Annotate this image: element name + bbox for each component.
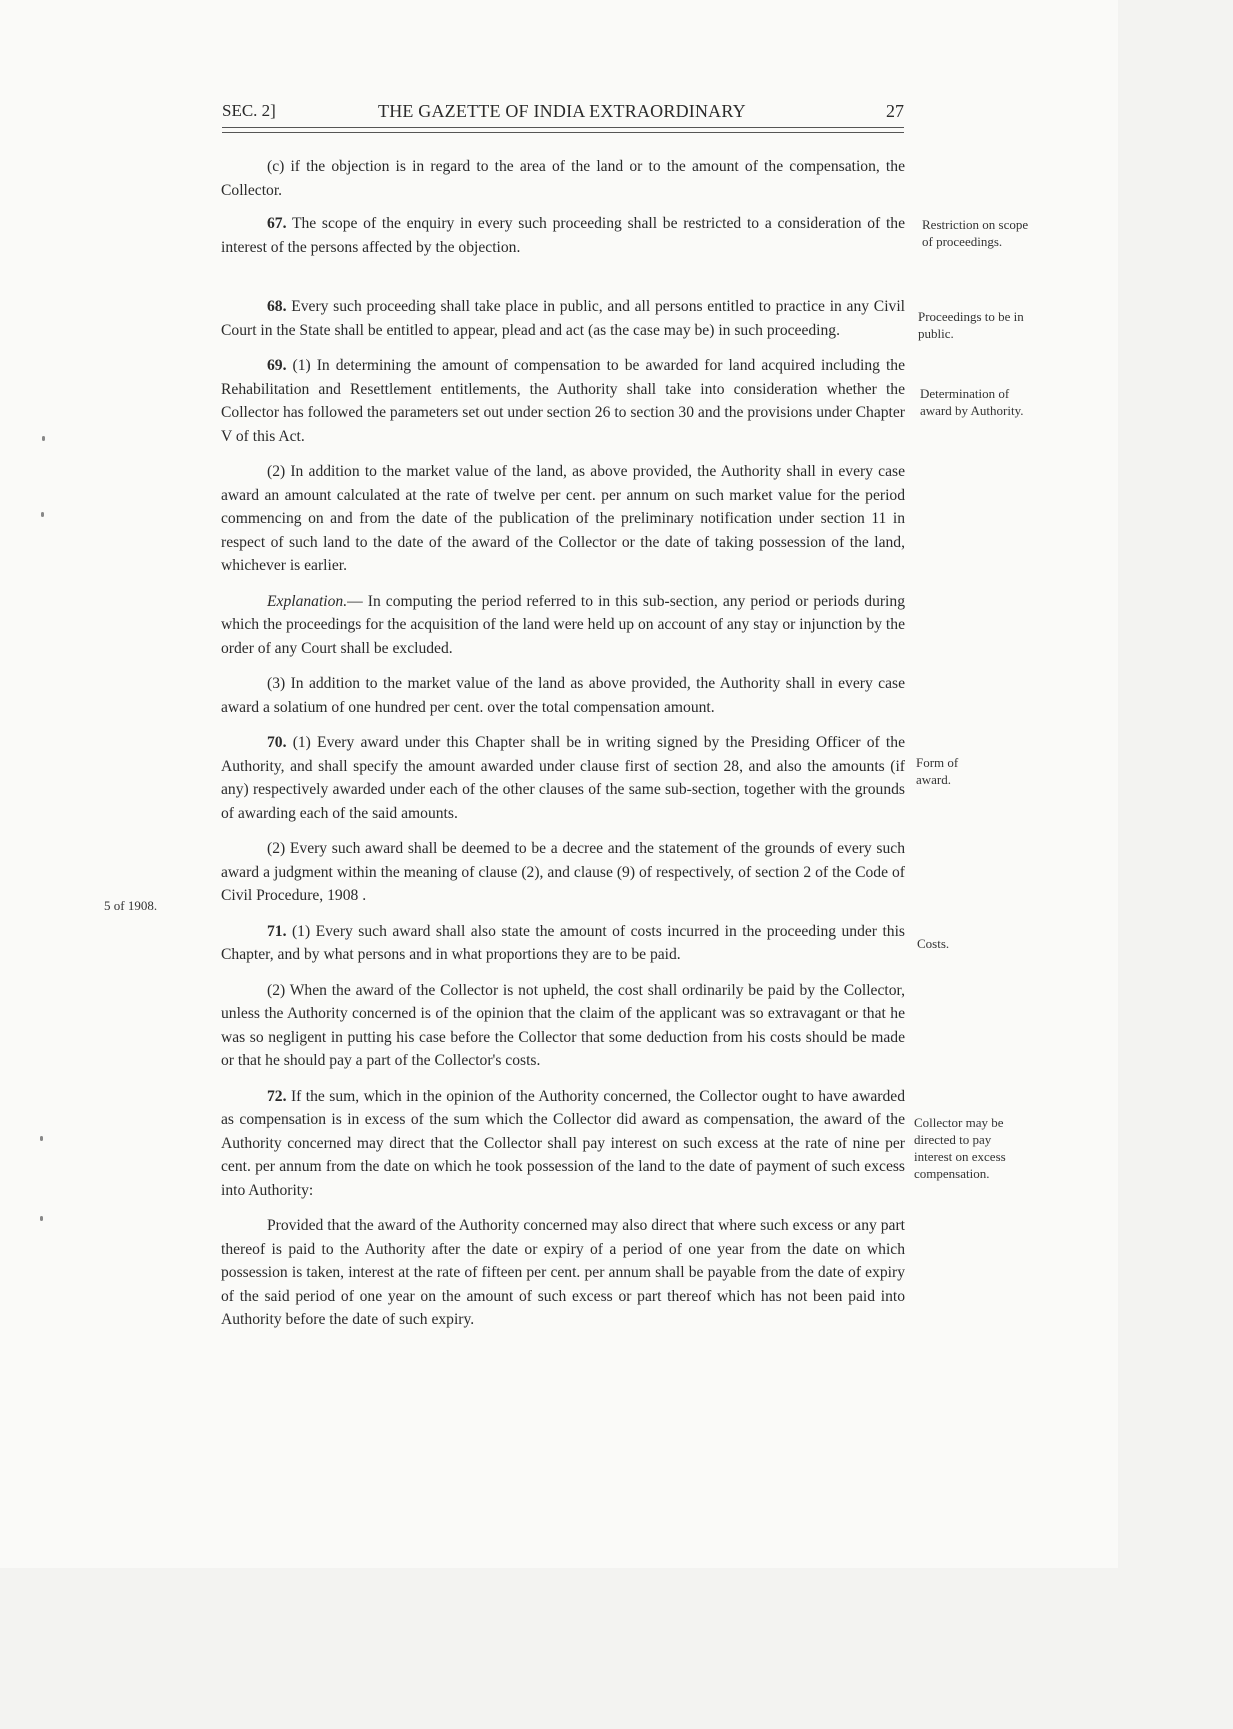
section-71-1-text: (1) Every such award shall also state the amount of costs incurred in the proceeding under this Chapter, and by what persons and in what proportions they are to be paid. xyxy=(221,922,905,963)
section-71-2-paragraph: (2) When the award of the Collector is not upheld, the cost shall ordinarily be paid by the Collector, unless the Authority concerned is of the opinion that the claim of the applicant was so extravagant or that he was so negligent in putting his case before the Collector that some deduction from his costs should be made or that he should pay a part of the Collector's costs. xyxy=(221,981,905,1069)
header-rule-bottom xyxy=(222,132,904,133)
section-69-2-paragraph: (2) In addition to the market value of the land, as above provided, the Authority shall in every case award an amount calculated at the rate of twelve per cent. per annum on such market value for the period commencing on and from the date of the publication of the preliminary notification under section 11 in respect of such land to the date of the award of the Collector or the date of taking possession of the land, whichever is earlier. xyxy=(221,463,905,574)
scan-speck xyxy=(41,512,44,517)
section-69-3-paragraph: (3) In addition to the market value of the land as above provided, the Authority shall in every case award a solatium of one hundred per cent. over the total compensation amount. xyxy=(221,675,905,716)
section-68-paragraph xyxy=(221,295,905,342)
gazette-title: THE GAZETTE OF INDIA EXTRAORDINARY xyxy=(378,101,746,121)
clause-c-paragraph: (c) if the objection is in regard to the area of the land or to the amount of the compensation, the Collector. xyxy=(221,158,905,199)
scan-speck xyxy=(42,436,45,441)
section-67-text: The scope of the enquiry in every such proceeding shall be restricted to a consideration of the interest of the persons affected by the objection. xyxy=(221,215,905,256)
explanation-text: — In computing the period referred to in this sub-section, any period or periods during which the proceedings for the acquisition of the land were held up on account of any stay or injunction by the order of any Court shall be excluded. xyxy=(221,592,905,657)
section-69-number: 69. xyxy=(267,357,287,374)
page-number: 27 xyxy=(886,101,904,121)
margin-note-s69: Determination of award by Authority. xyxy=(920,386,1024,418)
section-72-text: If the sum, which in the opinion of the Authority concerned, the Collector ought to have awarded as compensation is in excess of the sum which the Collector did award as compensation, the award of the Authority concerned may direct that the Collector shall pay interest on such excess at the rate of nine per cent. per annum from the date on which he took possession of the land to the date of payment of such excess into Authority: xyxy=(221,1087,905,1199)
section-67-paragraph xyxy=(221,212,905,259)
left-margin-note: 5 of 1908. xyxy=(104,898,158,913)
margin-note-s67: Restriction on scope of proceedings. xyxy=(922,217,1029,249)
margin-note-s68: Proceedings to be in public. xyxy=(918,309,1024,341)
section-71-number: 71. xyxy=(267,922,287,940)
scan-speck xyxy=(40,1136,43,1141)
section-69-1-text: (1) In determining the amount of compensation to be awarded for land acquired including the Rehabilitation and Resettlement entitlements, the Authority shall take into consideration whether the Collector has followed the parameters set out under section 26 to section 30 and the provisions under Chapter V of this Act. xyxy=(221,357,905,445)
section-70-1-text: (1) Every award under this Chapter shall be in writing signed by the Presiding Officer of the Authority, and shall specify the amount awarded under clause first of section 28, and also the amounts (if any) respectively awarded under each of the other clauses of the same sub-section, together with the grounds of awarding each of the said amounts. xyxy=(221,734,905,822)
page-body xyxy=(221,155,905,1332)
scan-speck xyxy=(40,1216,43,1221)
section-68-number: 68. xyxy=(267,298,287,315)
margin-note-s71: Costs. xyxy=(917,936,950,951)
section-72-number: 72. xyxy=(267,1087,287,1105)
section-marker: SEC. 2] xyxy=(222,101,276,120)
section-70-1-paragraph xyxy=(221,731,905,825)
section-68-text: Every such proceeding shall take place in public, and all persons entitled to practice in any Civil Court in the State shall be entitled to appear, plead and act (as the case may be) in such proceeding. xyxy=(221,298,905,339)
header-rule-top xyxy=(222,127,904,128)
section-72-paragraph xyxy=(221,1085,905,1203)
page-header xyxy=(222,101,904,125)
section-69-1-paragraph xyxy=(221,354,905,448)
proviso-paragraph: Provided that the award of the Authority concerned may also direct that where such excess or any part thereof is paid to the Authority after the date or expiry of a period of one year from the date on which possession is taken, interest at the rate of fifteen per cent. per annum shall be payable from the date of expiry of the said period of one year on the amount of such excess or part thereof which has not been paid into Authority before the date of such expiry. xyxy=(221,1217,905,1328)
section-70-2-paragraph: (2) Every such award shall be deemed to be a decree and the statement of the grounds of every such award a judgment within the meaning of clause (2), and clause (9) of respectively, of section 2 of the Code of Civil Procedure, 1908 . xyxy=(221,840,905,904)
margin-note-s70: Form of award. xyxy=(916,755,959,787)
section-67-number: 67. xyxy=(267,215,287,232)
explanation-paragraph xyxy=(221,590,905,661)
explanation-label: Explanation. xyxy=(267,592,348,610)
section-71-1-paragraph xyxy=(221,920,905,967)
section-70-number: 70. xyxy=(267,734,287,751)
margin-note-s72: Collector may be directed to pay interest on excess compensation. xyxy=(914,1115,1006,1181)
